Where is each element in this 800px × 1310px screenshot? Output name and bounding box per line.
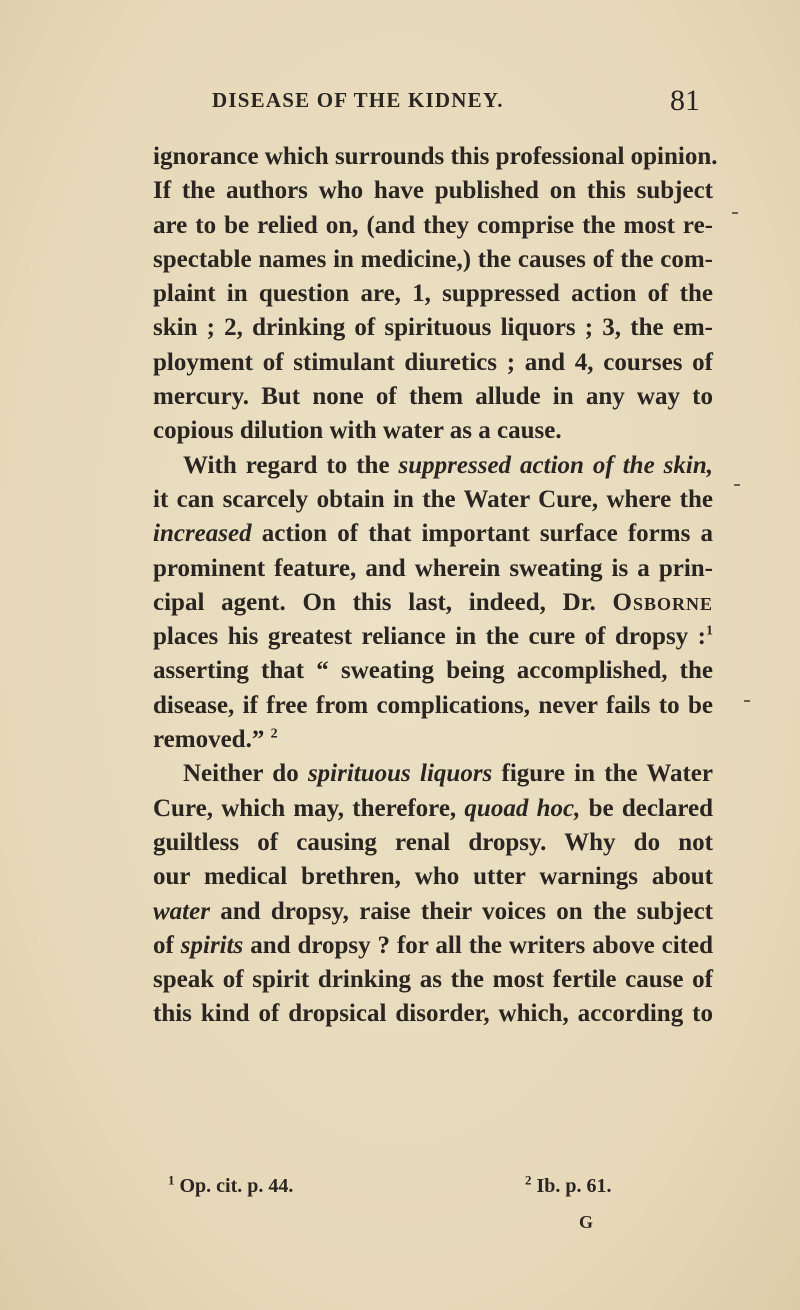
text-line: removed.” $^2$ xyxy=(153,726,278,754)
text-line: Cure, which may, therefore, quoad hoc, be declared xyxy=(153,794,714,822)
text-line: cipal agent. On this last, indeed, Dr. Osborne xyxy=(153,588,713,616)
text-line: With regard to the suppressed action of the skin, xyxy=(183,451,713,479)
text-line: ignorance which surrounds this professional opinion. xyxy=(153,143,718,170)
text-line: increased action of that important surface forms a xyxy=(153,520,713,548)
footnotes xyxy=(168,1172,708,1205)
text-line: are to be relied on, (and they comprise the most re- xyxy=(153,211,713,239)
footnote-2: $^2$ Ib. p. 61. xyxy=(525,1172,612,1197)
footnote-ref: 1 xyxy=(706,623,713,639)
text-line: spectable names in medicine,) the causes of the com- xyxy=(153,245,713,273)
text-line: our medical brethren, who utter warnings about xyxy=(153,863,713,891)
text-line: copious dilution with water as a cause. xyxy=(153,417,562,445)
text-line: Neither do spirituous liquors figure in the Water xyxy=(183,760,713,788)
page-number: 81 xyxy=(670,84,700,117)
text-line: of spirits and dropsy ? for all the writers above cited xyxy=(153,931,714,959)
text-line: disease, if free from complications, never fails to be xyxy=(153,691,713,719)
text-line: places his greatest reliance in the cure of dropsy :$^1$ xyxy=(153,623,713,651)
body-text xyxy=(153,140,718,1032)
text-line: plaint in question are, 1, suppressed action of the xyxy=(153,280,713,308)
text-line: asserting that “ sweating being accomplished, the xyxy=(153,657,713,685)
text-line: water and dropsy, raise their voices on the subject xyxy=(153,897,713,925)
text-line: it can scarcely obtain in the Water Cure, where the xyxy=(153,485,713,513)
text-line: guiltless of causing renal dropsy. Why do not xyxy=(153,828,713,856)
text-line: prominent feature, and wherein sweating is a prin- xyxy=(153,554,713,582)
margin-tick xyxy=(732,212,738,214)
signature-mark: G xyxy=(579,1212,594,1232)
text-line: mercury. But none of them allude in any way to xyxy=(153,383,713,411)
margin-tick xyxy=(734,484,740,486)
text-line: ployment of stimulant diuretics ; and 4, courses of xyxy=(153,348,713,376)
running-title: DISEASE OF THE KIDNEY. xyxy=(212,88,504,112)
text-line: skin ; 2, drinking of spirituous liquors ; 3, the em- xyxy=(153,314,713,342)
footnote-ref: 2 xyxy=(270,726,278,742)
text-line: If the authors who have published on this subject xyxy=(153,177,713,205)
text-line: speak of spirit drinking as the most fertile cause of xyxy=(153,966,713,994)
running-head xyxy=(160,84,700,128)
text-line: this kind of dropsical disorder, which, according to xyxy=(153,1000,713,1028)
footnote-1: $^1$ Op. cit. p. 44. xyxy=(168,1172,294,1197)
margin-tick xyxy=(744,700,750,702)
